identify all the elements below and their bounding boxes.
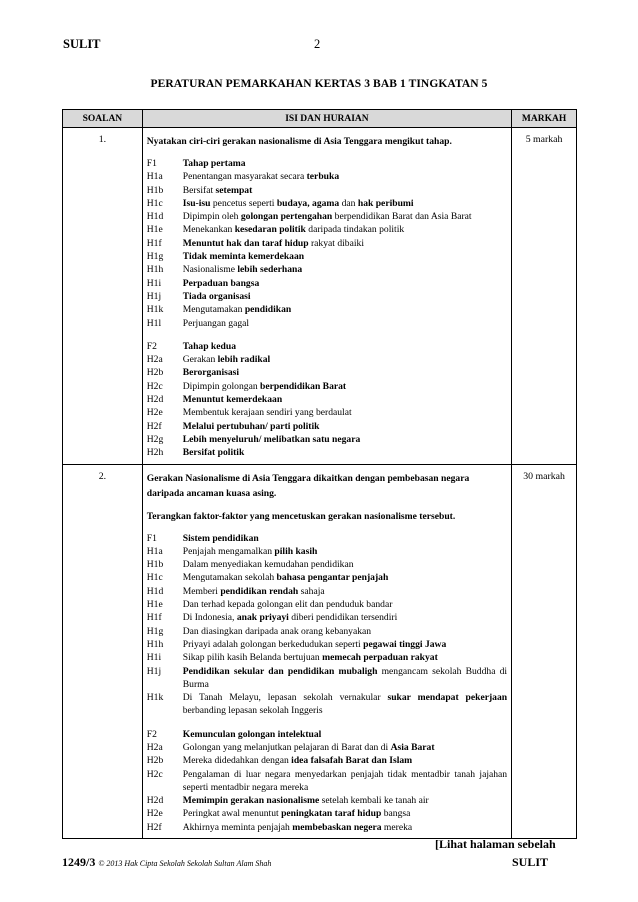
- answer-point: [147, 393, 507, 406]
- point-code: F1: [146, 158, 157, 169]
- copyright-text: © 2013 Hak Cipta Sekolah Sekolah Sultan Alam Shah: [98, 859, 272, 868]
- header-classification: SULIT: [63, 37, 101, 51]
- point-code: F2: [146, 728, 157, 740]
- point-text: Tahap kedua: [182, 340, 236, 352]
- question-number: 2.: [63, 464, 143, 839]
- group-spacer: [147, 718, 507, 728]
- question-marks: 30 markah: [512, 464, 577, 839]
- point-text: Tidak meminta kemerdekaan: [182, 251, 305, 263]
- question-row-2: [63, 464, 577, 839]
- answer-point: [147, 821, 507, 834]
- point-code: H2d: [146, 795, 164, 807]
- answer-point: [147, 665, 507, 692]
- point-text: Penentangan masyarakat secara terbuka: [182, 171, 340, 183]
- point-text: Peringkat awal menuntut peningkatan taraf hidup bangsa: [182, 808, 411, 820]
- point-code: H2e: [146, 808, 163, 820]
- point-text: Menuntut hak dan taraf hidup rakyat dibaiki: [182, 237, 364, 249]
- point-code: H2f: [146, 420, 162, 432]
- question-row-1: [63, 128, 577, 465]
- point-code: H1c: [146, 197, 163, 209]
- point-code: H1g: [146, 251, 164, 263]
- point-text: Melalui pertubuhan/ parti politik: [182, 420, 320, 432]
- point-text: Tahap pertama: [182, 158, 246, 169]
- point-text: Menuntut kemerdekaan: [182, 394, 283, 406]
- point-code: H2b: [146, 755, 164, 767]
- point-code: H1d: [146, 211, 164, 223]
- question-prompt: Nyatakan ciri-ciri gerakan nasionalisme di Asia Tenggara mengikut tahap.: [146, 136, 452, 147]
- point-text: Tiada organisasi: [182, 290, 251, 302]
- point-code: H2b: [146, 367, 164, 379]
- header-markah: MARKAH: [512, 110, 577, 128]
- point-text: Kemunculan golongan intelektual: [182, 728, 322, 740]
- answer-point: [147, 768, 507, 795]
- table-header-row: [63, 110, 577, 128]
- answer-point: [147, 237, 507, 250]
- answer-point: [147, 807, 507, 820]
- answer-point: [147, 598, 507, 611]
- answer-point: [147, 611, 507, 624]
- question-number: 1.: [63, 128, 143, 465]
- point-code: H2a: [146, 354, 163, 366]
- question-content: [142, 128, 511, 465]
- page-number: 2: [314, 37, 321, 51]
- point-text: Pengalaman di luar negara menyedarkan penjajah tidak mentadbir tanah jajahan seperti mentadbir negara mereka: [182, 768, 508, 793]
- answer-point: [147, 170, 507, 183]
- question-prompt: Gerakan Nasionalisme di Asia Tenggara dikaitkan dengan pembebasan negara daripada ancaman kuasa asing.: [146, 472, 470, 499]
- point-text: Mengutamakan pendidikan: [182, 304, 292, 316]
- answer-point: [147, 250, 507, 263]
- point-code: H2a: [146, 741, 163, 753]
- point-code: H1k: [146, 304, 164, 316]
- point-code: H1a: [146, 171, 163, 183]
- point-code: H1f: [146, 237, 162, 249]
- answer-point: [147, 197, 507, 210]
- point-code: H1k: [146, 692, 164, 704]
- point-code: H1e: [146, 224, 163, 236]
- answer-point: [147, 380, 507, 393]
- answer-point: [147, 754, 507, 767]
- answer-point: [147, 263, 507, 276]
- point-text: Dan diasingkan daripada anak orang kebanyakan: [182, 625, 372, 637]
- footer-classification: SULIT: [512, 855, 549, 869]
- answer-point: [147, 277, 507, 290]
- answer-point: [147, 638, 507, 651]
- point-code: H2c: [146, 768, 163, 780]
- answer-point: [147, 571, 507, 584]
- point-text: Bersifat politik: [182, 447, 245, 459]
- question-marks: 5 markah: [512, 128, 577, 465]
- marking-scheme-table: [62, 109, 577, 839]
- point-code: H2c: [146, 380, 163, 392]
- point-code: H1j: [146, 290, 162, 302]
- answer-point: [147, 691, 507, 718]
- point-text: Bersifat setempat: [182, 184, 253, 196]
- point-text: Golongan yang melanjutkan pelajaran di Barat dan di Asia Barat: [182, 741, 435, 753]
- point-code: H1c: [146, 572, 163, 584]
- point-code: H1l: [146, 317, 162, 329]
- answer-point: [147, 794, 507, 807]
- point-code: H2g: [146, 433, 164, 445]
- point-text: Dalam menyediakan kemudahan pendidikan: [182, 559, 354, 571]
- answer-point: [147, 625, 507, 638]
- answer-point: [147, 406, 507, 419]
- answer-point: [147, 651, 507, 664]
- answer-point: [147, 585, 507, 598]
- point-text: Menekankan kesedaran politik daripada tindakan politik: [182, 224, 405, 236]
- point-text: Sikap pilih kasih Belanda bertujuan memecah perpaduan rakyat: [182, 652, 438, 664]
- point-text: Pendidikan sekular dan pendidikan mubaligh mengancam sekolah Buddha di Burma: [182, 665, 508, 690]
- point-text: Penjajah mengamalkan pilih kasih: [182, 545, 318, 557]
- point-text: Memberi pendidikan rendah sahaja: [182, 585, 325, 597]
- point-text: Perjuangan gagal: [182, 317, 250, 329]
- point-text: Di Tanah Melayu, lepasan sekolah vernakular sukar mendapat pekerjaan berbanding lepasan sekolah Inggeris: [182, 692, 508, 717]
- answer-point: [147, 532, 507, 545]
- point-code: H1j: [146, 665, 162, 677]
- header-isi: ISI DAN HURAIAN: [142, 110, 511, 128]
- answer-points: [147, 157, 507, 460]
- answer-point: [147, 223, 507, 236]
- point-code: F2: [146, 340, 157, 352]
- group-spacer: [147, 330, 507, 340]
- point-code: H1i: [146, 277, 162, 289]
- question-instruction: Terangkan faktor-faktor yang mencetuskan gerakan nasionalisme tersebut.: [146, 510, 456, 522]
- answer-point: [147, 210, 507, 223]
- answer-point: [147, 545, 507, 558]
- point-code: H1i: [146, 652, 162, 664]
- answer-point: [147, 317, 507, 330]
- point-text: Gerakan lebih radikal: [182, 354, 271, 366]
- point-code: H2d: [146, 394, 164, 406]
- point-code: H1b: [146, 559, 164, 571]
- answer-point: [147, 353, 507, 366]
- answer-point: [147, 558, 507, 571]
- point-text: Mereka didedahkan dengan idea falsafah Barat dan Islam: [182, 755, 413, 767]
- point-text: Priyayi adalah golongan berkedudukan seperti pegawai tinggi Jawa: [182, 638, 447, 650]
- answer-point: [147, 157, 507, 170]
- point-code: H1e: [146, 599, 163, 611]
- point-code: H2f: [146, 821, 162, 833]
- point-text: Nasionalisme lebih sederhana: [182, 264, 303, 276]
- point-text: Lebih menyeluruh/ melibatkan satu negara: [182, 433, 361, 445]
- point-text: Di Indonesia, anak priyayi diberi pendidikan tersendiri: [182, 612, 398, 624]
- header-soalan: SOALAN: [63, 110, 143, 128]
- point-code: H1d: [146, 585, 164, 597]
- answer-point: [147, 420, 507, 433]
- point-code: H1h: [146, 264, 164, 276]
- question-content: [142, 464, 511, 839]
- point-code: H2h: [146, 447, 164, 459]
- answer-point: [147, 728, 507, 741]
- answer-point: [147, 184, 507, 197]
- point-text: Dan terhad kepada golongan elit dan penduduk bandar: [182, 599, 393, 611]
- point-text: Dipimpin oleh golongan pertengahan berpendidikan Barat dan Asia Barat: [182, 211, 472, 223]
- point-code: H1g: [146, 625, 164, 637]
- answer-point: [147, 366, 507, 379]
- point-code: H2e: [146, 407, 163, 419]
- document-title: PERATURAN PEMARKAHAN KERTAS 3 BAB 1 TINGKATAN 5: [150, 78, 488, 90]
- point-code: H1f: [146, 612, 162, 624]
- point-text: Akhirnya meminta penjajah membebaskan negera mereka: [182, 821, 413, 833]
- answer-point: [147, 340, 507, 353]
- answer-point: [147, 290, 507, 303]
- point-text: Berorganisasi: [182, 367, 240, 379]
- point-text: Sistem pendidikan: [182, 532, 259, 544]
- answer-point: [147, 433, 507, 446]
- point-code: H1a: [146, 545, 163, 557]
- answer-point: [147, 303, 507, 316]
- answer-point: [147, 741, 507, 754]
- point-text: Isu-isu pencetus seperti budaya, agama dan hak peribumi: [182, 197, 414, 209]
- paper-code: 1249/3: [62, 855, 96, 869]
- point-code: F1: [146, 532, 157, 544]
- answer-point: [147, 446, 507, 459]
- next-page-note: [Lihat halaman sebelah: [435, 837, 556, 851]
- answer-points: [147, 532, 507, 835]
- footer-code: [62, 855, 271, 870]
- point-text: Memimpin gerakan nasionalisme setelah kembali ke tanah air: [182, 795, 429, 807]
- point-code: H1h: [146, 638, 164, 650]
- point-text: Mengutamakan sekolah bahasa pengantar penjajah: [182, 572, 389, 584]
- point-text: Dipimpin golongan berpendidikan Barat: [182, 380, 347, 392]
- point-text: Perpaduan bangsa: [182, 277, 260, 289]
- point-code: H1b: [146, 184, 164, 196]
- point-text: Membentuk kerajaan sendiri yang berdaulat: [182, 407, 352, 419]
